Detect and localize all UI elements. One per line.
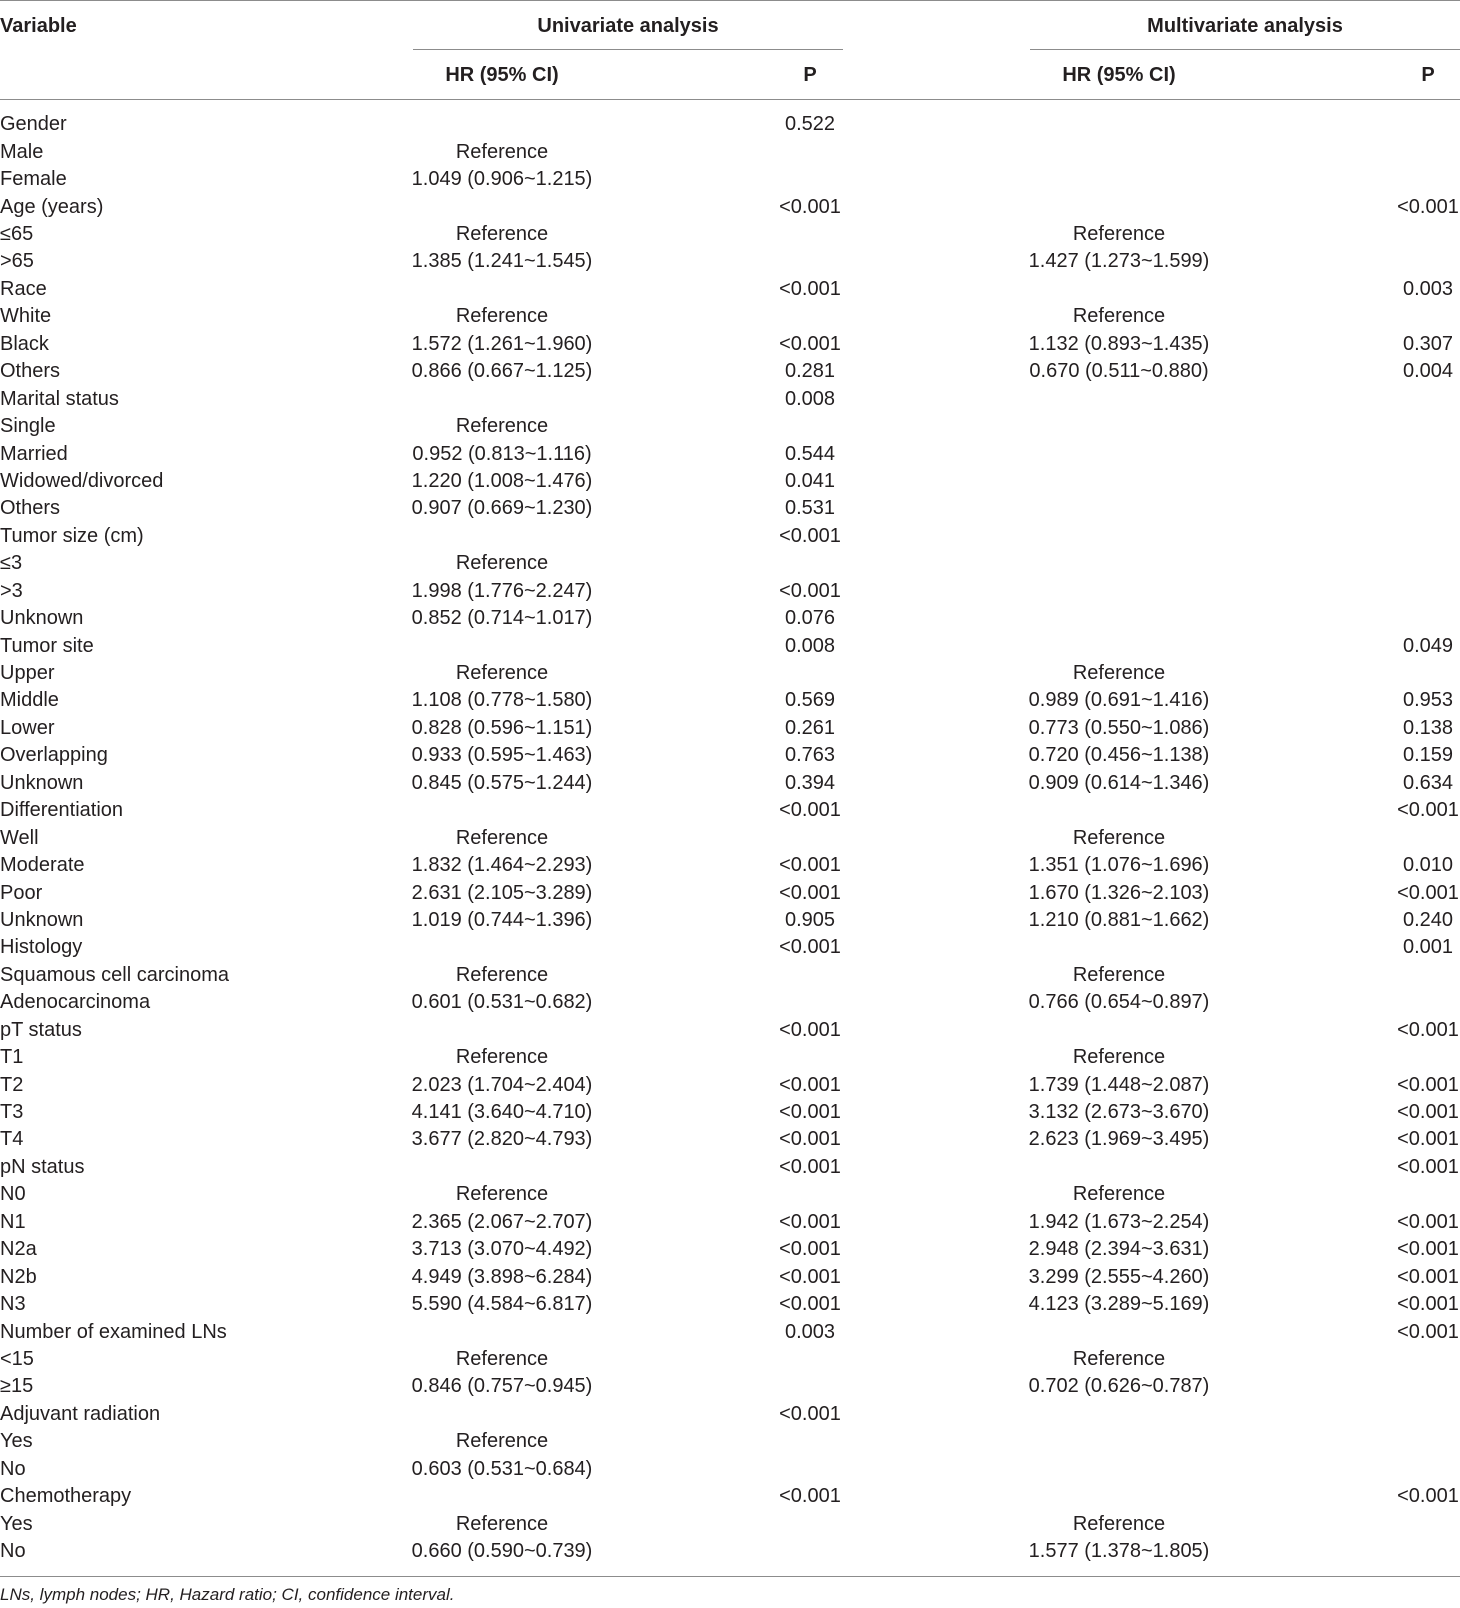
table-row (0, 605, 1460, 632)
table-row (0, 1126, 1460, 1153)
table-row (0, 139, 1460, 166)
multivariate-hr-cell: Reference (1072, 1347, 1166, 1370)
variable-cell: White (0, 305, 52, 328)
table-row (0, 1181, 1460, 1208)
variable-cell: Black (0, 332, 49, 355)
univariate-p-cell: <0.001 (779, 1293, 841, 1316)
variable-cell: N2b (0, 1265, 37, 1288)
univariate-p-cell: <0.001 (779, 1485, 841, 1508)
univariate-hr-cell: 2.365 (2.067~2.707) (411, 1210, 593, 1233)
multivariate-p-cell: <0.001 (1397, 1485, 1459, 1508)
table-row (0, 852, 1460, 879)
multivariate-hr-cell: 1.739 (1.448~2.087) (1028, 1073, 1210, 1096)
table-row (0, 441, 1460, 468)
univariate-hr-cell: Reference (455, 1430, 549, 1453)
variable-cell: Moderate (0, 854, 85, 877)
variable-cell: Marital status (0, 387, 119, 410)
table-row (0, 1154, 1460, 1181)
univariate-p-cell: 0.281 (784, 360, 836, 383)
table-row (0, 248, 1460, 275)
multivariate-hr-cell: Reference (1072, 826, 1166, 849)
univariate-hr-cell: 1.108 (0.778~1.580) (411, 689, 593, 712)
multivariate-hr-cell: Reference (1072, 662, 1166, 685)
variable-cell: Tumor site (0, 634, 94, 657)
column-header-variable: Variable (0, 15, 77, 37)
variable-cell: Widowed/divorced (0, 469, 164, 492)
univariate-hr-cell: Reference (455, 415, 549, 438)
univariate-hr-cell: 0.933 (0.595~1.463) (411, 744, 593, 767)
multivariate-hr-cell: 1.670 (1.326~2.103) (1028, 881, 1210, 904)
table-row (0, 660, 1460, 687)
variable-cell: T4 (0, 1128, 24, 1151)
variable-cell: Unknown (0, 908, 84, 931)
univariate-p-cell: 0.522 (784, 113, 836, 136)
multivariate-hr-cell: 0.773 (0.550~1.086) (1028, 716, 1210, 739)
univariate-hr-cell: 4.141 (3.640~4.710) (411, 1101, 593, 1124)
univariate-hr-cell: Reference (455, 140, 549, 163)
table-row (0, 331, 1460, 358)
multivariate-p-cell: 0.001 (1402, 936, 1454, 959)
variable-cell: N1 (0, 1210, 26, 1233)
variable-cell: Gender (0, 113, 67, 136)
group-underline-multivariate (1030, 49, 1460, 50)
column-header-univariate-hr: HR (95% CI) (445, 64, 559, 86)
multivariate-hr-cell: 3.132 (2.673~3.670) (1028, 1101, 1210, 1124)
variable-cell: N0 (0, 1183, 26, 1206)
multivariate-p-cell: <0.001 (1397, 1155, 1459, 1178)
variable-cell: No (0, 1457, 26, 1480)
multivariate-p-cell: <0.001 (1397, 1320, 1459, 1343)
multivariate-hr-cell: Reference (1072, 1512, 1166, 1535)
variable-cell: Squamous cell carcinoma (0, 963, 229, 986)
multivariate-p-cell: <0.001 (1397, 1128, 1459, 1151)
variable-cell: >3 (0, 579, 23, 602)
table-row (0, 358, 1460, 385)
univariate-p-cell: 0.008 (784, 634, 836, 657)
univariate-hr-cell: 0.866 (0.667~1.125) (411, 360, 593, 383)
univariate-hr-cell: 5.590 (4.584~6.817) (411, 1293, 593, 1316)
table-row (0, 1401, 1460, 1428)
variable-cell: Yes (0, 1512, 33, 1535)
table-row (0, 1511, 1460, 1538)
variable-cell: >65 (0, 250, 34, 273)
univariate-hr-cell: 0.846 (0.757~0.945) (411, 1375, 593, 1398)
univariate-hr-cell: Reference (455, 1046, 549, 1069)
variable-cell: Lower (0, 716, 55, 739)
univariate-hr-cell: Reference (455, 1347, 549, 1370)
variable-cell: Differentiation (0, 799, 124, 822)
table-row (0, 303, 1460, 330)
table-row (0, 1291, 1460, 1318)
univariate-p-cell: 0.008 (784, 387, 836, 410)
univariate-p-cell: <0.001 (779, 579, 841, 602)
variable-cell: N2a (0, 1238, 37, 1261)
univariate-p-cell: <0.001 (779, 1402, 841, 1425)
table-row (0, 468, 1460, 495)
univariate-hr-cell: Reference (455, 1512, 549, 1535)
multivariate-hr-cell: 0.909 (0.614~1.346) (1028, 771, 1210, 794)
multivariate-p-cell: <0.001 (1397, 1210, 1459, 1233)
variable-cell: Poor (0, 881, 43, 904)
variable-cell: Others (0, 360, 61, 383)
table-row (0, 1017, 1460, 1044)
variable-cell: Overlapping (0, 744, 108, 767)
univariate-p-cell: 0.569 (784, 689, 836, 712)
column-group-multivariate: Multivariate analysis (1147, 15, 1343, 37)
table-row (0, 111, 1460, 138)
univariate-p-cell: 0.076 (784, 607, 836, 630)
univariate-hr-cell: 1.385 (1.241~1.545) (411, 250, 593, 273)
univariate-p-cell: <0.001 (779, 1238, 841, 1261)
variable-cell: Chemotherapy (0, 1485, 132, 1508)
table-row (0, 386, 1460, 413)
column-header-multivariate-hr: HR (95% CI) (1062, 64, 1176, 86)
univariate-p-cell: <0.001 (779, 277, 841, 300)
multivariate-hr-cell: 2.623 (1.969~3.495) (1028, 1128, 1210, 1151)
univariate-hr-cell: 0.601 (0.531~0.682) (411, 991, 593, 1014)
univariate-hr-cell: 3.713 (3.070~4.492) (411, 1238, 593, 1261)
univariate-p-cell: 0.763 (784, 744, 836, 767)
table-row (0, 880, 1460, 907)
multivariate-hr-cell: Reference (1072, 1046, 1166, 1069)
column-header-univariate-p: P (803, 64, 817, 86)
univariate-p-cell: 0.003 (784, 1320, 836, 1343)
table-row (0, 1483, 1460, 1510)
table-row (0, 687, 1460, 714)
table-row (0, 276, 1460, 303)
univariate-hr-cell: 0.845 (0.575~1.244) (411, 771, 593, 794)
variable-cell: N3 (0, 1293, 26, 1316)
univariate-hr-cell: Reference (455, 1183, 549, 1206)
multivariate-p-cell: <0.001 (1397, 1101, 1459, 1124)
table-row (0, 1044, 1460, 1071)
variable-cell: Adenocarcinoma (0, 991, 151, 1014)
univariate-hr-cell: 1.832 (1.464~2.293) (411, 854, 593, 877)
multivariate-hr-cell: Reference (1072, 963, 1166, 986)
univariate-p-cell: <0.001 (779, 1073, 841, 1096)
table-top-rule (0, 0, 1460, 1)
table-row (0, 797, 1460, 824)
multivariate-hr-cell: Reference (1072, 1183, 1166, 1206)
univariate-hr-cell: 4.949 (3.898~6.284) (411, 1265, 593, 1288)
table-row (0, 194, 1460, 221)
variable-cell: Married (0, 442, 68, 465)
table-row (0, 413, 1460, 440)
variable-cell: pT status (0, 1018, 82, 1041)
multivariate-hr-cell: Reference (1072, 223, 1166, 246)
table-row (0, 1538, 1460, 1565)
variable-cell: Race (0, 277, 47, 300)
variable-cell: T2 (0, 1073, 24, 1096)
table-row (0, 1209, 1460, 1236)
univariate-hr-cell: Reference (455, 963, 549, 986)
univariate-p-cell: <0.001 (779, 332, 841, 355)
multivariate-p-cell: <0.001 (1397, 799, 1459, 822)
multivariate-p-cell: 0.159 (1402, 744, 1454, 767)
univariate-p-cell: 0.905 (784, 908, 836, 931)
univariate-p-cell: 0.041 (784, 469, 836, 492)
variable-cell: Others (0, 497, 61, 520)
variable-cell: Yes (0, 1430, 33, 1453)
table-row (0, 962, 1460, 989)
table-row (0, 742, 1460, 769)
multivariate-hr-cell: 1.210 (0.881~1.662) (1028, 908, 1210, 931)
variable-cell: <15 (0, 1347, 34, 1370)
univariate-hr-cell: 0.828 (0.596~1.151) (411, 716, 593, 739)
univariate-hr-cell: 1.572 (1.261~1.960) (411, 332, 593, 355)
univariate-hr-cell: 3.677 (2.820~4.793) (411, 1128, 593, 1151)
multivariate-hr-cell: 0.702 (0.626~0.787) (1028, 1375, 1210, 1398)
variable-cell: Female (0, 168, 67, 191)
univariate-p-cell: <0.001 (779, 1210, 841, 1233)
univariate-p-cell: <0.001 (779, 1265, 841, 1288)
univariate-p-cell: <0.001 (779, 1128, 841, 1151)
univariate-p-cell: <0.001 (779, 799, 841, 822)
multivariate-hr-cell: 3.299 (2.555~4.260) (1028, 1265, 1210, 1288)
variable-cell: ≤65 (0, 223, 34, 246)
variable-cell: Male (0, 140, 44, 163)
univariate-p-cell: <0.001 (779, 1155, 841, 1178)
variable-cell: pN status (0, 1155, 85, 1178)
univariate-hr-cell: 0.603 (0.531~0.684) (411, 1457, 593, 1480)
multivariate-hr-cell: 1.942 (1.673~2.254) (1028, 1210, 1210, 1233)
multivariate-p-cell: <0.001 (1397, 1073, 1459, 1096)
univariate-p-cell: <0.001 (779, 881, 841, 904)
univariate-hr-cell: 2.631 (2.105~3.289) (411, 881, 593, 904)
variable-cell: Unknown (0, 607, 84, 630)
multivariate-p-cell: 0.307 (1402, 332, 1454, 355)
table-row (0, 578, 1460, 605)
table-row (0, 715, 1460, 742)
univariate-p-cell: 0.394 (784, 771, 836, 794)
multivariate-hr-cell: 0.766 (0.654~0.897) (1028, 991, 1210, 1014)
table-row (0, 907, 1460, 934)
multivariate-hr-cell: 1.132 (0.893~1.435) (1028, 332, 1210, 355)
multivariate-p-cell: <0.001 (1397, 1293, 1459, 1316)
multivariate-p-cell: 0.004 (1402, 360, 1454, 383)
table-row (0, 934, 1460, 961)
multivariate-hr-cell: 1.427 (1.273~1.599) (1028, 250, 1210, 273)
multivariate-hr-cell: 0.989 (0.691~1.416) (1028, 689, 1210, 712)
table-row (0, 989, 1460, 1016)
variable-cell: Adjuvant radiation (0, 1402, 161, 1425)
univariate-p-cell: 0.544 (784, 442, 836, 465)
multivariate-p-cell: 0.138 (1402, 716, 1454, 739)
table-row (0, 1072, 1460, 1099)
table-row (0, 770, 1460, 797)
table-body (0, 111, 1460, 1565)
multivariate-p-cell: 0.240 (1402, 908, 1454, 931)
group-underline-univariate (413, 49, 843, 50)
variable-cell: Tumor size (cm) (0, 524, 144, 547)
table-row (0, 1373, 1460, 1400)
univariate-p-cell: <0.001 (779, 1101, 841, 1124)
univariate-hr-cell: Reference (455, 552, 549, 575)
variable-cell: Middle (0, 689, 59, 712)
univariate-p-cell: <0.001 (779, 854, 841, 877)
table-row (0, 825, 1460, 852)
multivariate-p-cell: 0.003 (1402, 277, 1454, 300)
table-row (0, 495, 1460, 522)
header-rule (0, 99, 1460, 100)
multivariate-p-cell: 0.010 (1402, 854, 1454, 877)
table-row (0, 1456, 1460, 1483)
variable-cell: Upper (0, 662, 55, 685)
variable-cell: Age (years) (0, 195, 104, 218)
univariate-hr-cell: Reference (455, 662, 549, 685)
variable-cell: Well (0, 826, 39, 849)
univariate-hr-cell: 0.660 (0.590~0.739) (411, 1540, 593, 1563)
table-row (0, 1428, 1460, 1455)
variable-cell: Unknown (0, 771, 84, 794)
multivariate-p-cell: <0.001 (1397, 1238, 1459, 1261)
multivariate-hr-cell: Reference (1072, 305, 1166, 328)
multivariate-p-cell: 0.049 (1402, 634, 1454, 657)
multivariate-hr-cell: 0.720 (0.456~1.138) (1028, 744, 1210, 767)
univariate-hr-cell: 2.023 (1.704~2.404) (411, 1073, 593, 1096)
table-row (0, 523, 1460, 550)
column-header-multivariate-p: P (1421, 64, 1435, 86)
variable-cell: Number of examined LNs (0, 1320, 227, 1343)
univariate-p-cell: <0.001 (779, 524, 841, 547)
univariate-p-cell: 0.531 (784, 497, 836, 520)
multivariate-p-cell: <0.001 (1397, 881, 1459, 904)
univariate-hr-cell: 0.852 (0.714~1.017) (411, 607, 593, 630)
univariate-p-cell: <0.001 (779, 936, 841, 959)
table-bottom-rule (0, 1576, 1460, 1577)
variable-cell: T3 (0, 1101, 24, 1124)
multivariate-hr-cell: 1.577 (1.378~1.805) (1028, 1540, 1210, 1563)
multivariate-p-cell: <0.001 (1397, 1018, 1459, 1041)
multivariate-p-cell: 0.953 (1402, 689, 1454, 712)
univariate-hr-cell: 1.220 (1.008~1.476) (411, 469, 593, 492)
multivariate-hr-cell: 4.123 (3.289~5.169) (1028, 1293, 1210, 1316)
table-row (0, 1264, 1460, 1291)
univariate-hr-cell: 1.019 (0.744~1.396) (411, 908, 593, 931)
multivariate-hr-cell: 0.670 (0.511~0.880) (1029, 360, 1209, 383)
table-row (0, 1236, 1460, 1263)
column-group-univariate: Univariate analysis (537, 15, 719, 37)
variable-cell: ≤3 (0, 552, 23, 575)
multivariate-p-cell: <0.001 (1397, 195, 1459, 218)
table-row (0, 221, 1460, 248)
table-row (0, 166, 1460, 193)
table-row (0, 1099, 1460, 1126)
variable-cell: Histology (0, 936, 83, 959)
multivariate-hr-cell: 1.351 (1.076~1.696) (1028, 854, 1210, 877)
variable-cell: No (0, 1540, 26, 1563)
univariate-hr-cell: 1.998 (1.776~2.247) (411, 579, 593, 602)
univariate-hr-cell: Reference (455, 826, 549, 849)
table-row (0, 550, 1460, 577)
multivariate-p-cell: 0.634 (1402, 771, 1454, 794)
variable-cell: T1 (0, 1046, 24, 1069)
univariate-p-cell: 0.261 (784, 716, 836, 739)
multivariate-hr-cell: 2.948 (2.394~3.631) (1028, 1238, 1210, 1261)
univariate-hr-cell: 1.049 (0.906~1.215) (411, 168, 593, 191)
univariate-p-cell: <0.001 (779, 195, 841, 218)
univariate-hr-cell: Reference (455, 223, 549, 246)
variable-cell: Single (0, 415, 56, 438)
univariate-hr-cell: 0.907 (0.669~1.230) (411, 497, 593, 520)
table-footnote: LNs, lymph nodes; HR, Hazard ratio; CI, confidence interval. (0, 1585, 455, 1604)
table-row (0, 1319, 1460, 1346)
univariate-hr-cell: Reference (455, 305, 549, 328)
multivariate-p-cell: <0.001 (1397, 1265, 1459, 1288)
univariate-hr-cell: 0.952 (0.813~1.116) (412, 442, 592, 465)
table-row (0, 633, 1460, 660)
variable-cell: ≥15 (0, 1375, 34, 1398)
univariate-p-cell: <0.001 (779, 1018, 841, 1041)
table-row (0, 1346, 1460, 1373)
